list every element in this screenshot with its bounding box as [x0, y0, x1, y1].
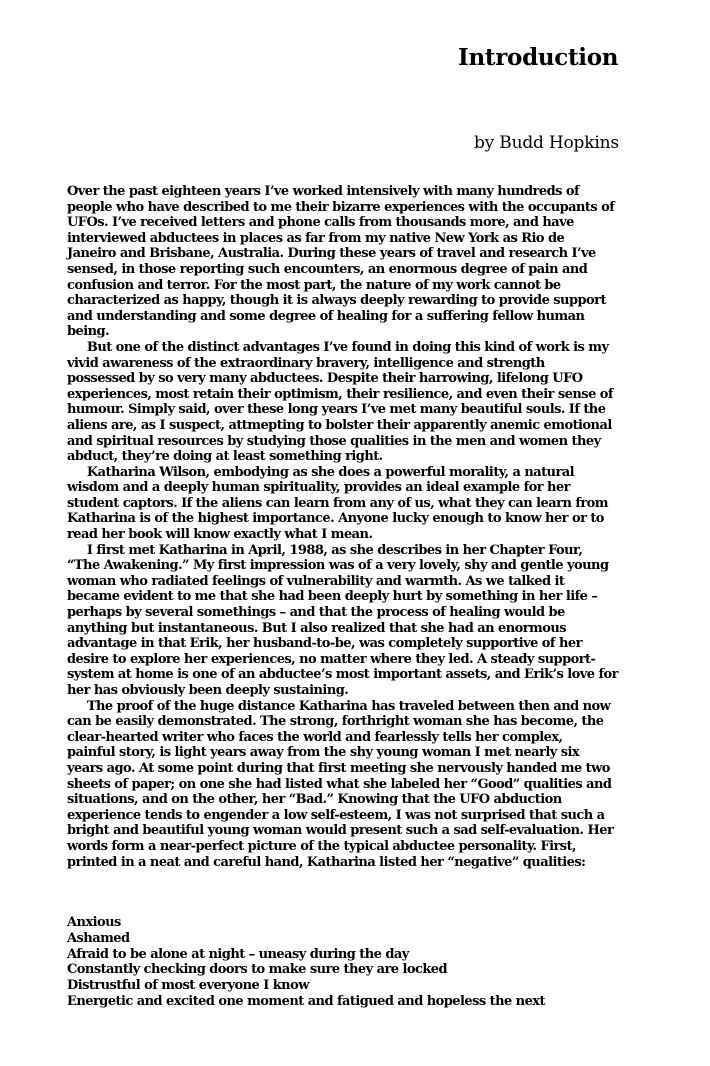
body-line: sensed, in those reporting such encounters, an enormous degree of pain and — [67, 261, 588, 277]
body-line: humour. Simply said, over these long years I’ve met many beautiful souls. If the — [67, 402, 606, 418]
body-line: wisdom and a deeply human spirituality, provides an ideal example for her — [67, 480, 570, 496]
body-line: Over the past eighteen years I’ve worked intensively with many hundreds of — [67, 184, 580, 199]
body-line: can be easily demonstrated. The strong, forthright woman she has become, the — [67, 714, 604, 730]
body-line: became evident to me that she had been deeply hurt by something in her life – — [67, 589, 598, 605]
body-line: possessed by so very many abductees. Despite their harrowing, lifelong UFO — [67, 371, 583, 387]
list-item: Constantly checking doors to make sure they are locked — [67, 962, 448, 978]
body-line: experiences, most retain their optimism, their resilience, and even their sense of — [67, 386, 613, 402]
negative-qualities-list — [67, 915, 652, 1010]
body-line: aliens are, as I suspect, attmepting to bolster their apparently anemic emotional — [67, 417, 612, 433]
body-line: I first met Katharina in April, 1988, as she describes in her Chapter Four, — [67, 542, 583, 558]
body-line: clear-hearted writer who faces the world and fearlessly tells her complex, — [67, 729, 563, 745]
body-line: abduct, they’re doing at least something right. — [67, 449, 383, 465]
body-line: But one of the distinct advantages I’ve found in doing this kind of work is my — [67, 339, 609, 355]
body-line: desire to explore her experiences, no matter where they led. A steady support- — [67, 651, 596, 667]
body-line: advantage in that Erik, her husband-to-be, was completely supportive of her — [67, 636, 582, 652]
body-line: system at home is one of an abductee’s most important assets, and Erik’s love for — [67, 667, 618, 683]
body-line: perhaps by several somethings – and that the process of healing would be — [67, 605, 565, 621]
list-item: Anxious — [67, 915, 121, 930]
body-line: situations, and on the other, her “Bad.” Knowing that the UFO abduction — [67, 792, 562, 808]
body-line: sheets of paper; on one she had listed what she labeled her “Good” qualities and — [67, 776, 612, 792]
list-item: Energetic and excited one moment and fatigued and hopeless the next — [67, 993, 545, 1009]
body-line: “The Awakening.” My first impression was of a very lovely, shy and gentle young — [67, 558, 609, 574]
body-line: people who have described to me their bizarre experiences with the occupants of — [67, 199, 615, 215]
list-item: Distrustful of most everyone I know — [67, 978, 309, 994]
body-line: The proof of the huge distance Katharina has traveled between then and now — [67, 698, 611, 714]
body-line: years ago. At some point during that first meeting she nervously handed me two — [67, 760, 610, 776]
body-line: experience tends to engender a low self-esteem, I was not surprised that such a — [67, 807, 605, 823]
body-text — [67, 184, 652, 870]
author-byline: by Budd Hopkins — [474, 133, 619, 153]
body-line: characterized as happy, though it is always deeply rewarding to provide support — [67, 293, 606, 309]
body-line: bright and beautiful young woman would present such a sad self-evaluation. Her — [67, 823, 614, 839]
list-item: Ashamed — [67, 930, 130, 946]
body-line: printed in a neat and careful hand, Katharina listed her “negative” qualities: — [67, 854, 586, 870]
body-line: woman who radiated feelings of vulnerability and warmth. As we talked it — [67, 573, 565, 589]
body-line: UFOs. I’ve received letters and phone calls from thousands more, and have — [67, 215, 574, 231]
body-line: confusion and terror. For the most part, the nature of my work cannot be — [67, 277, 561, 293]
body-line: Katharina Wilson, embodying as she does a powerful morality, a natural — [67, 464, 575, 480]
body-line: and understanding and some degree of healing for a suffering fellow human — [67, 308, 585, 324]
body-line: student captors. If the aliens can learn from any of us, what they can learn from — [67, 495, 608, 511]
list-item: Afraid to be alone at night – uneasy during the day — [67, 946, 409, 962]
body-line: being. — [67, 324, 110, 340]
body-line: painful story, is light years away from the shy young woman I met nearly six — [67, 745, 580, 761]
page-title: Introduction — [458, 44, 619, 71]
body-line: vivid awareness of the extraordinary bravery, intelligence and strength — [67, 355, 545, 371]
body-line: interviewed abductees in places as far from my native New York as Rio de — [67, 230, 565, 246]
body-line: Katharina is of the highest importance. Anyone lucky enough to know her or to — [67, 511, 604, 527]
body-line: anything but instantaneous. But I also realized that she had an enormous — [67, 620, 567, 636]
body-line: Janeiro and Brisbane, Australia. During these years of travel and research I’ve — [67, 246, 596, 262]
body-line: words form a near-perfect picture of the typical abductee personality. First, — [67, 838, 577, 854]
body-line: read her book will know exactly what I mean. — [67, 527, 373, 543]
body-line: her has obviously been deeply sustaining. — [67, 683, 349, 698]
body-line: and spiritual resources by studying those qualities in the men and women they — [67, 433, 601, 449]
